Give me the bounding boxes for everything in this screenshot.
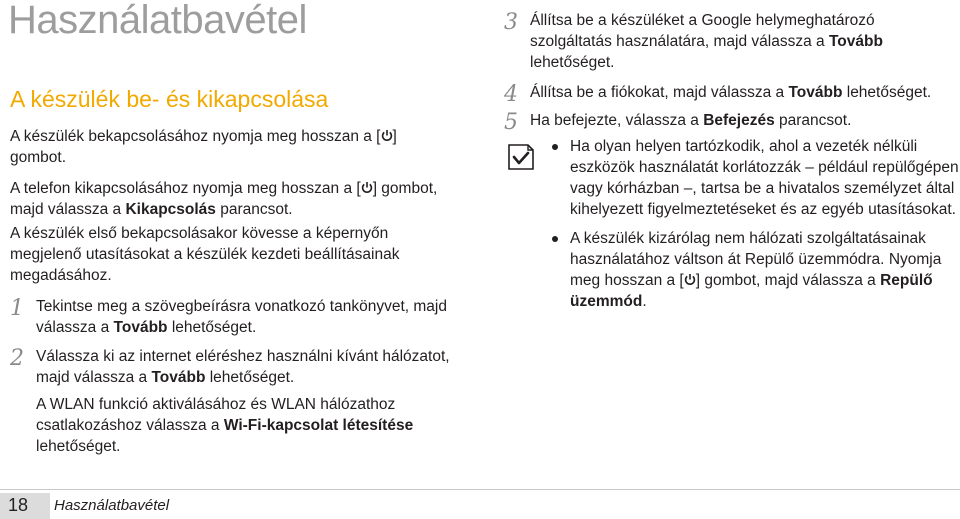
page-title: Használatbavétel (8, 0, 307, 42)
power-on-paragraph: A készülék bekapcsolásához nyomja meg hosszan a [ ] gombot. (10, 128, 397, 166)
step-number: 4 (504, 82, 518, 107)
step-4-text: Állítsa be a fiókokat, majd válassza a Tovább lehetőséget. (530, 84, 932, 101)
bullet-icon (552, 236, 558, 242)
power-icon (684, 273, 696, 286)
step-2-text: Válassza ki az internet eléréshez használni kívánt hálózatot, majd válassza a Tovább lehetőséget. (36, 348, 450, 386)
note-icon (506, 142, 536, 172)
footer-section-title: Használatbavétel (54, 497, 170, 514)
power-off-paragraph: A telefon kikapcsolásához nyomja meg hosszan a [ ] gombot, majd válassza a Kikapcsolás parancsot. (10, 180, 438, 218)
step-5-text: Ha befejezte, válassza a Befejezés parancsot. (530, 112, 852, 129)
step-1-text: Tekintse meg a szövegbeírásra vonatkozó tankönyvet, majd válassza a Tovább lehetőséget. (36, 298, 447, 336)
list-item: A készülék kizárólag nem hálózati szolgáltatásainak használatához váltson át Repülő üzemmódra. Nyomja meg hosszan a [ ] gombot, majd válassza a Repülő üzemmód. (546, 228, 960, 312)
step-number: 3 (504, 10, 518, 35)
power-icon (381, 129, 393, 142)
first-start-paragraph: A készülék első bekapcsolásakor kövesse a képernyőn megjelenő utasításokat a készülék kezdeti beállításainak megadásához. (10, 225, 400, 284)
page-number: 18 (8, 495, 29, 515)
step-number: 2 (10, 346, 24, 371)
step-number: 5 (504, 110, 518, 135)
step-number: 1 (10, 296, 24, 321)
section-heading: A készülék be- és kikapcsolása (10, 86, 329, 112)
power-icon (361, 181, 373, 194)
footer-divider (0, 489, 960, 490)
step-2-wlan-note: A WLAN funkció aktiválásához és WLAN hálózathoz csatlakozáshoz válassza a Wi-Fi-kapcsolat létesítése lehetőséget. (36, 396, 414, 455)
note-list (546, 136, 960, 312)
list-item: Ha olyan helyen tartózkodik, ahol a vezeték nélküli eszközök használatát korlátozzák – például repülőgépen vagy kórházban –, tartsa be a hivatalos személyzet által kihelyezett figyelmeztetéseket és az egyéb utasításokat. (546, 136, 960, 220)
step-3-text: Állítsa be a készüléket a Google helymeghatározó szolgáltatás használatára, majd válassza a Tovább lehetőséget. (530, 12, 883, 71)
bullet-icon (552, 144, 558, 150)
